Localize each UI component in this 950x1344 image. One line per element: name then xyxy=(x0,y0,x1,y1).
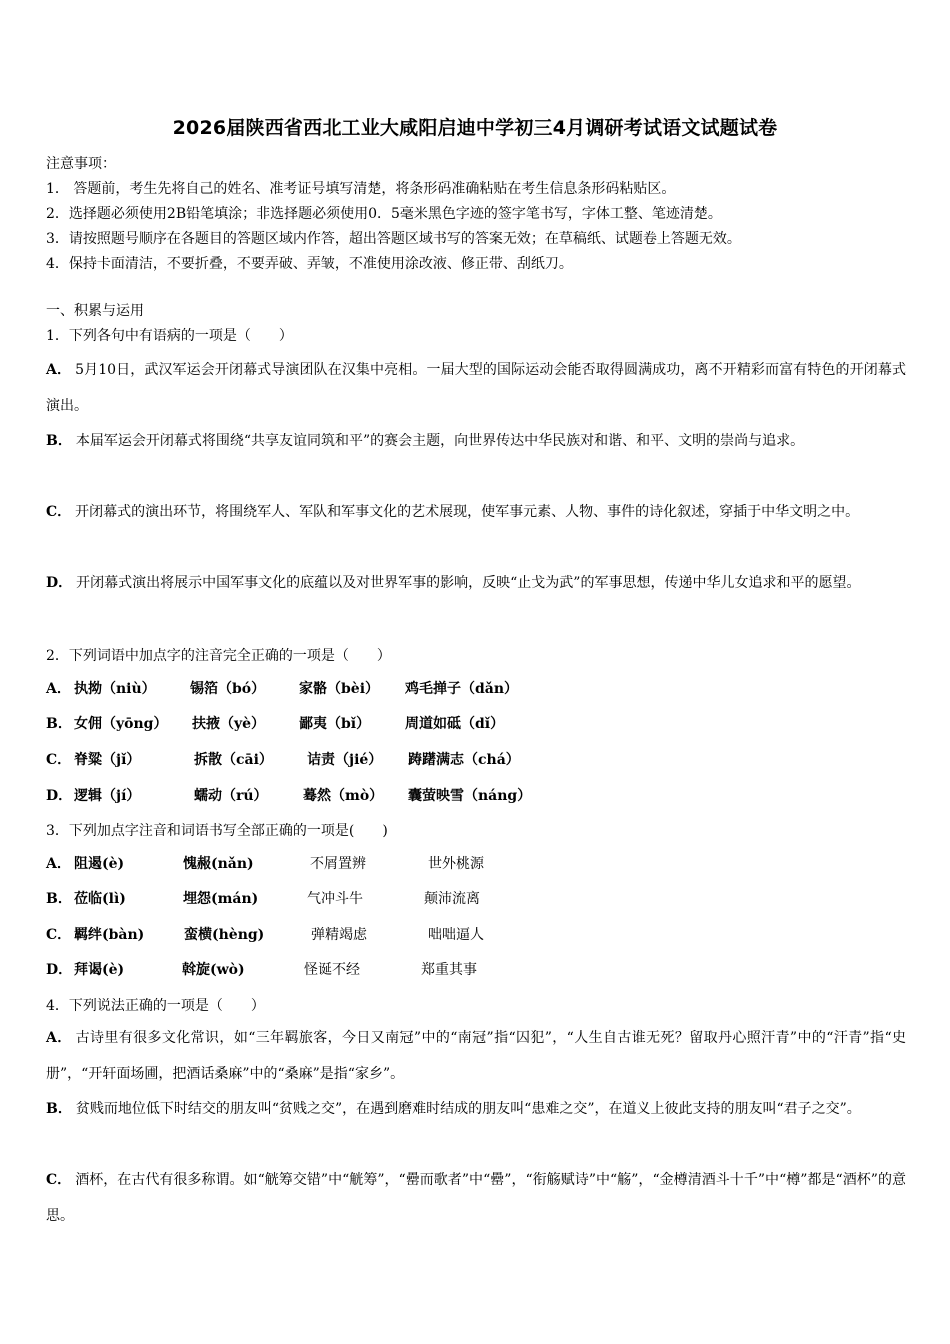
option-label: B． xyxy=(46,1101,72,1117)
option-label: B． xyxy=(46,716,72,732)
option-word: 颠沛流离 xyxy=(424,891,480,907)
option-label: B． xyxy=(46,433,72,449)
option-label: C． xyxy=(46,927,72,943)
option-word: 拆散（cāi） xyxy=(194,752,273,768)
question-4-option-c xyxy=(46,1162,906,1234)
option-word: 扶掖（yè） xyxy=(192,716,266,732)
option-word: 阻遏(è) xyxy=(74,856,125,872)
option-label: A． xyxy=(46,362,72,378)
option-word: 周道如砥（dǐ） xyxy=(405,716,505,732)
option-word: 莅临(lì) xyxy=(74,891,126,907)
option-word: 鄙夷（bǐ） xyxy=(299,716,371,732)
option-word: 愧赧(nǎn) xyxy=(183,856,254,872)
section-heading: 一、积累与运用 xyxy=(46,303,144,319)
question-3-stem: 3．下列加点字注音和词语书写全部正确的一项是( ) xyxy=(46,823,388,839)
option-label: C． xyxy=(46,504,72,520)
option-word: 埋怨(mán) xyxy=(183,891,259,907)
option-word: 执拗（niù） xyxy=(74,681,156,697)
option-label: D． xyxy=(46,788,73,804)
option-word: 蠕动（rú） xyxy=(194,788,268,804)
option-word: 蓦然（mò） xyxy=(303,788,384,804)
option-word: 诘责（jié） xyxy=(307,752,383,768)
question-1-stem: 1．下列各句中有语病的一项是（ ） xyxy=(46,328,293,344)
option-word: 逻辑（jí） xyxy=(74,788,141,804)
option-label: D． xyxy=(46,575,73,591)
option-text: 5月10日，武汉军运会开闭幕式导演团队在汉集中亮相。一届大型的国际运动会能否取得圆满成功，离不开精彩而富有特色的开闭幕式演出。 xyxy=(46,362,906,414)
option-word: 囊萤映雪（náng） xyxy=(408,788,532,804)
option-word: 锡箔（bó） xyxy=(190,681,266,697)
option-word: 蛮横(hèng) xyxy=(184,927,265,943)
option-word: 脊粱（jǐ） xyxy=(74,752,141,768)
question-1-option-a xyxy=(46,352,906,424)
option-word: 踌躇满志（chá） xyxy=(408,752,520,768)
notice-item: 1． 答题前，考生先将自己的姓名、准考证号填写清楚，将条形码准确粘贴在考生信息条形码粘贴区。 xyxy=(46,181,676,197)
option-label: B． xyxy=(46,891,72,907)
notice-block xyxy=(46,152,916,277)
option-text: 本届军运会开闭幕式将围绕“共享友谊同筑和平”的赛会主题，向世界传达中华民族对和谐、和平、文明的崇尚与追求。 xyxy=(75,433,805,449)
question-4-option-b xyxy=(46,1091,906,1127)
notice-item: 3．请按照题号顺序在各题目的答题区域内作答，超出答题区域书写的答案无效；在草稿纸、试题卷上答题无效。 xyxy=(46,231,741,247)
option-word: 斡旋(wò) xyxy=(182,962,245,978)
option-label: A． xyxy=(46,681,71,697)
option-label: A． xyxy=(46,1030,72,1046)
option-word: 郑重其事 xyxy=(421,962,477,978)
option-word: 气冲斗牛 xyxy=(307,891,363,907)
option-word: 弹精竭虑 xyxy=(311,927,367,943)
option-word: 不屑置辨 xyxy=(310,856,366,872)
option-label: A． xyxy=(46,856,71,872)
option-word: 家骼（bèi） xyxy=(299,681,380,697)
option-word: 女佣（yōng） xyxy=(74,716,168,732)
option-text: 贫贱而地位低下时结交的朋友叫“贫贱之交”，在遇到磨难时结成的朋友叫“患难之交”，在道义上彼此支持的朋友叫“君子之交”。 xyxy=(75,1101,861,1117)
option-text: 开闭幕式的演出环节，将围绕军人、军队和军事文化的艺术展现，使军事元素、人物、事件的诗化叙述，穿插于中华文明之中。 xyxy=(75,504,860,520)
option-word: 鸡毛掸子（dǎn） xyxy=(405,681,519,697)
option-label: C． xyxy=(46,752,72,768)
notice-heading: 注意事项： xyxy=(46,156,116,172)
option-word: 羁绊(bàn) xyxy=(74,927,145,943)
option-label: C． xyxy=(46,1172,72,1188)
notice-item: 2．选择题必须使用2B铅笔填涂；非选择题必须使用0．5毫米黑色字迹的签字笔书写，字体工整、笔迹清楚。 xyxy=(46,206,722,222)
question-4-stem: 4．下列说法正确的一项是（ ） xyxy=(46,998,265,1014)
question-1-option-d xyxy=(46,565,906,601)
question-1-option-b xyxy=(46,423,906,459)
option-text: 古诗里有很多文化常识，如“三年羁旅客，今日又南冠”中的“南冠”指“囚犯”，“人生自古谁无死？留取丹心照汗青”中的“汗青”指“史册”，“开轩面场圃，把酒话桑麻”中的“桑麻”是指“家乡”。 xyxy=(46,1030,906,1082)
question-1-option-c xyxy=(46,494,906,530)
question-2-stem: 2．下列词语中加点字的注音完全正确的一项是（ ） xyxy=(46,648,391,664)
notice-item: 4．保持卡面清洁，不要折叠，不要弄破、弄皱，不准使用涂改液、修正带、刮纸刀。 xyxy=(46,256,573,272)
option-label: D． xyxy=(46,962,73,978)
option-text: 酒杯，在古代有很多称谓。如“觥筹交错”中“觥筹”，“罍而歌者”中“罍”，“衔觞赋诗”中“觞”，“金樽清酒斗十千”中“樽”都是“酒杯”的意思。 xyxy=(46,1172,906,1224)
option-word: 拜谒(è) xyxy=(74,962,125,978)
option-word: 世外桃源 xyxy=(428,856,484,872)
option-text: 开闭幕式演出将展示中国军事文化的底蕴以及对世界军事的影响，反映“止戈为武”的军事思想，传递中华儿女追求和平的愿望。 xyxy=(76,575,861,591)
question-4-option-a xyxy=(46,1020,906,1092)
option-word: 咄咄逼人 xyxy=(428,927,484,943)
page-title: 2026届陕西省西北工业大咸阳启迪中学初三4月调研考试语文试题试卷 xyxy=(172,117,778,139)
option-word: 怪诞不经 xyxy=(304,962,360,978)
